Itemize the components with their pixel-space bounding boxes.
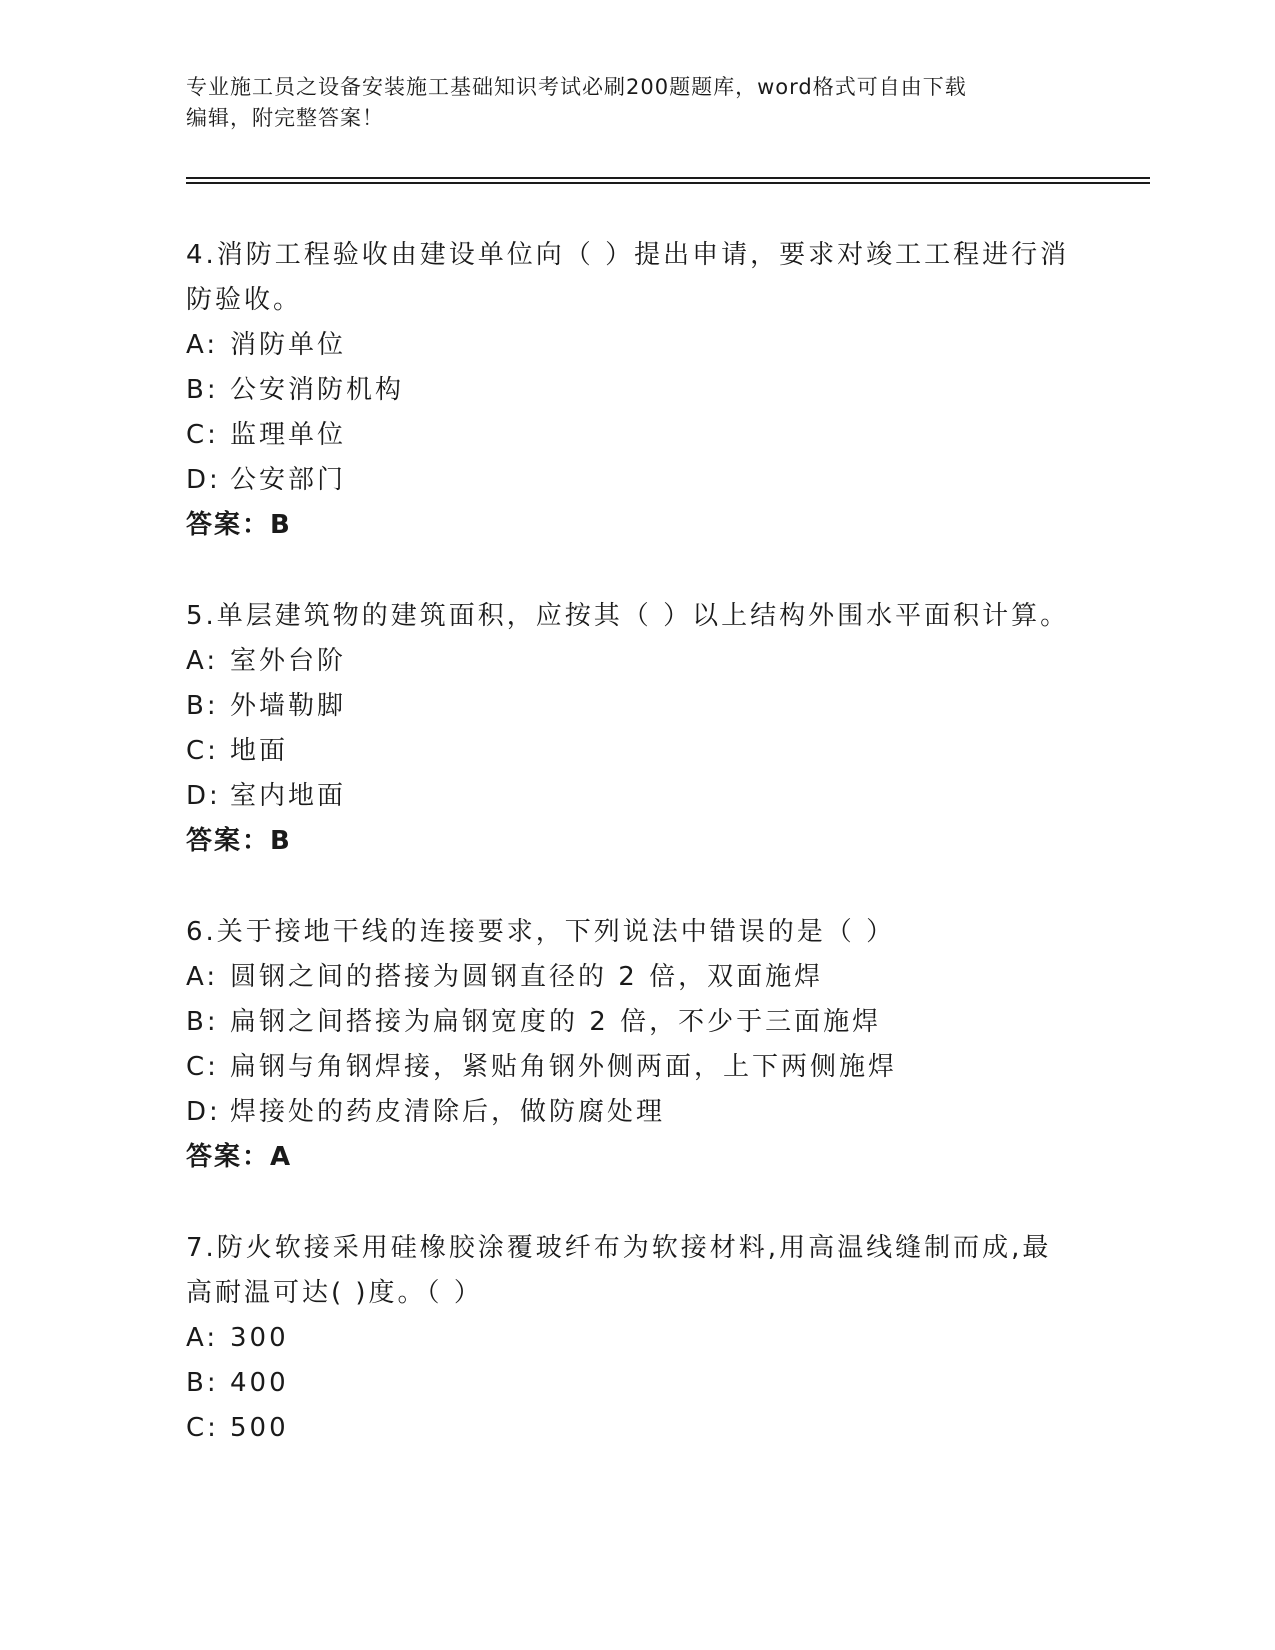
option-text: 扁钢之间搭接为扁钢宽度的 2 倍，不少于三面施焊 [230, 1007, 882, 1037]
option-letter: A: [186, 962, 219, 992]
option-text: 圆钢之间的搭接为圆钢直径的 2 倍，双面施焊 [230, 962, 824, 992]
option-a [186, 955, 1086, 1000]
answer-label: 答案：A [186, 1142, 293, 1172]
option-letter: C: [186, 420, 219, 450]
question-list [186, 233, 1086, 1497]
option-text: 扁钢与角钢焊接，紧贴角钢外侧两面，上下两侧施焊 [230, 1052, 898, 1082]
question-text-line: 4.消防工程验收由建设单位向（ ）提出申请，要求对竣工工程进行消 [186, 240, 1070, 270]
option-letter: A: [186, 646, 219, 676]
question-5 [186, 594, 1086, 864]
answer-label: 答案：B [186, 510, 292, 540]
option-b [186, 1000, 1086, 1045]
option-a [186, 1316, 1086, 1361]
option-letter: B: [186, 375, 219, 405]
question-text-line: 高耐温可达( )度。（ ） [186, 1278, 483, 1308]
question-text-line: 5.单层建筑物的建筑面积，应按其（ ）以上结构外围水平面积计算。 [186, 601, 1070, 631]
document-header [186, 72, 1086, 134]
question-text-line: 防验收。 [186, 285, 303, 315]
option-text: 500 [230, 1413, 289, 1443]
question-text-line: 7.防火软接采用硅橡胶涂覆玻纤布为软接材料,用高温线缝制而成,最 [186, 1233, 1052, 1263]
option-letter: D: [186, 465, 221, 495]
option-text: 室内地面 [230, 781, 347, 811]
header-line-1: 专业施工员之设备安装施工基础知识考试必刷200题题库，word格式可自由下载 [186, 75, 967, 99]
option-letter: A: [186, 330, 219, 360]
option-d [186, 774, 1086, 819]
option-text: 300 [230, 1323, 289, 1353]
option-c [186, 413, 1086, 458]
option-b [186, 1361, 1086, 1406]
header-line-2: 编辑，附完整答案！ [186, 106, 384, 130]
option-text: 400 [230, 1368, 289, 1398]
option-letter: C: [186, 1413, 219, 1443]
header-divider-bottom [186, 182, 1150, 184]
option-d [186, 1090, 1086, 1135]
option-a [186, 639, 1086, 684]
option-text: 公安部门 [230, 465, 347, 495]
question-7 [186, 1226, 1086, 1451]
option-letter: C: [186, 1052, 219, 1082]
option-b [186, 684, 1086, 729]
option-a [186, 323, 1086, 368]
question-4 [186, 233, 1086, 548]
option-text: 公安消防机构 [230, 375, 405, 405]
option-letter: D: [186, 1097, 221, 1127]
option-c [186, 1406, 1086, 1451]
answer-label: 答案：B [186, 826, 292, 856]
question-text-line: 6.关于接地干线的连接要求，下列说法中错误的是（ ） [186, 917, 896, 947]
option-letter: C: [186, 736, 219, 766]
option-text: 焊接处的药皮清除后，做防腐处理 [230, 1097, 666, 1127]
option-d [186, 458, 1086, 503]
header-divider-top [186, 177, 1150, 179]
option-text: 消防单位 [230, 330, 347, 360]
option-b [186, 368, 1086, 413]
option-letter: D: [186, 781, 221, 811]
option-letter: B: [186, 691, 219, 721]
option-text: 地面 [230, 736, 289, 766]
question-6 [186, 910, 1086, 1180]
option-letter: B: [186, 1007, 219, 1037]
option-letter: B: [186, 1368, 219, 1398]
option-text: 外墙勒脚 [230, 691, 347, 721]
option-letter: A: [186, 1323, 219, 1353]
option-text: 监理单位 [230, 420, 347, 450]
option-c [186, 729, 1086, 774]
option-text: 室外台阶 [230, 646, 347, 676]
option-c [186, 1045, 1086, 1090]
